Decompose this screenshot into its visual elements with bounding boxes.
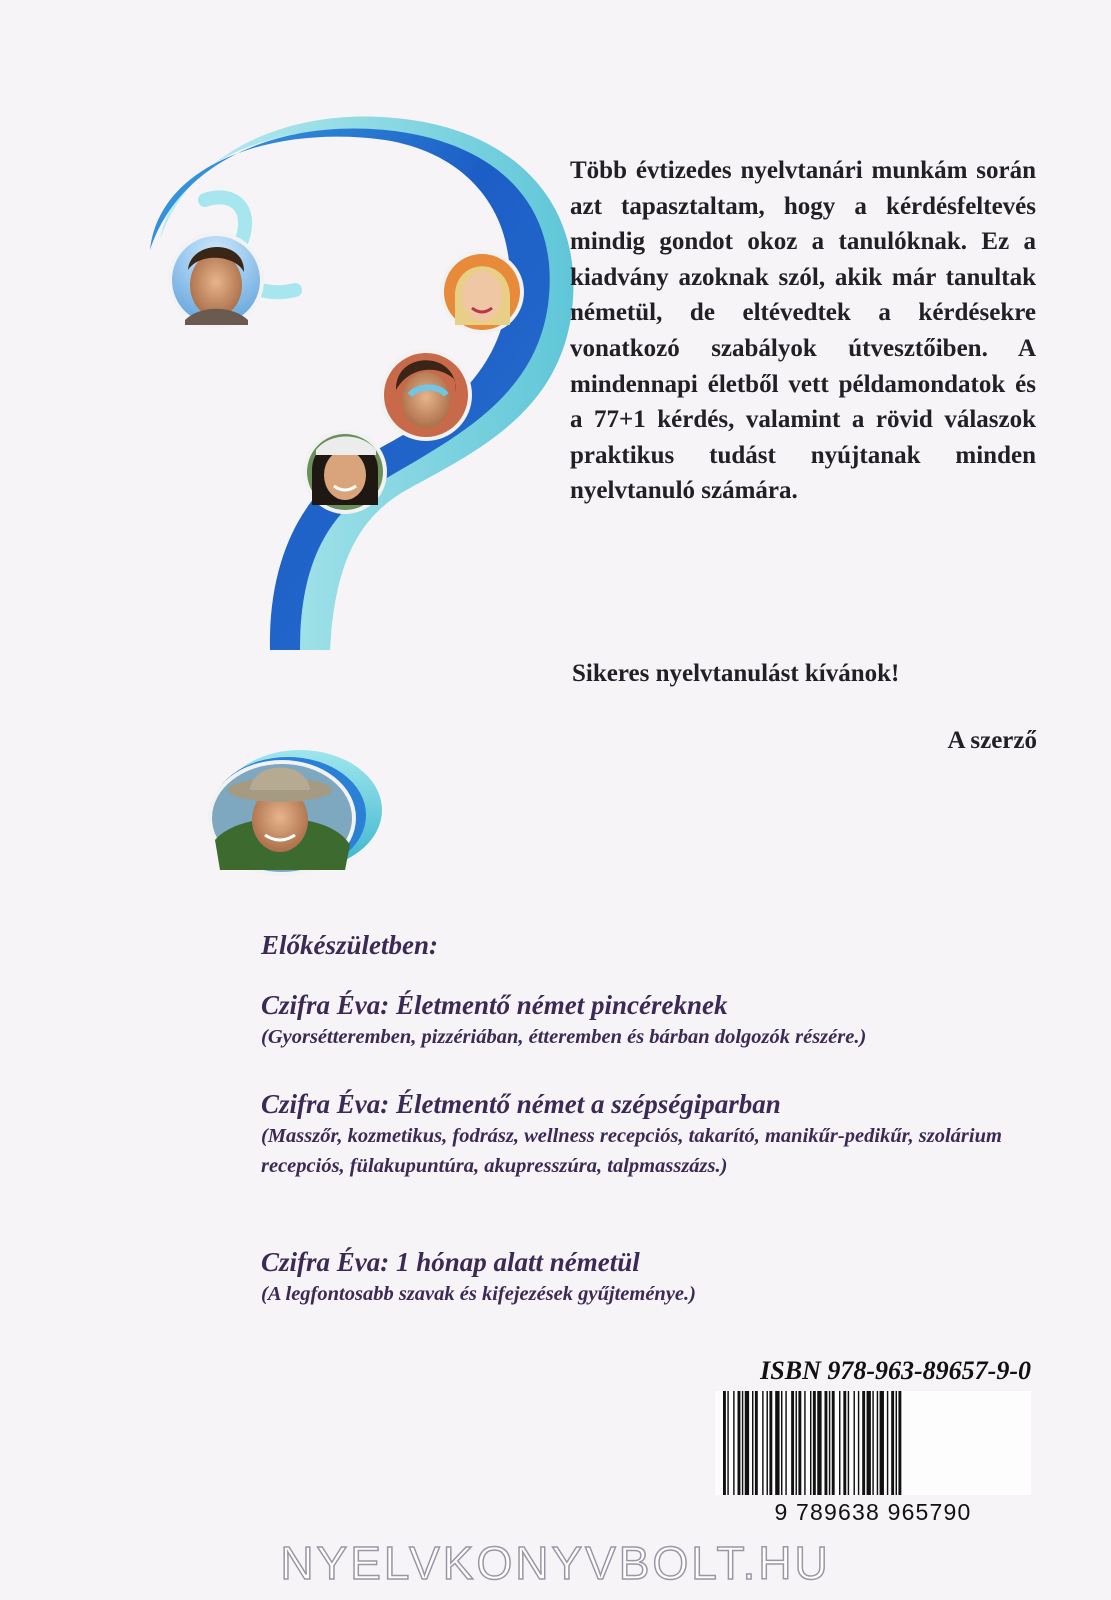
barcode-bar	[839, 1391, 840, 1495]
forthcoming-heading: Előkészületben:	[261, 930, 439, 960]
barcode-bar	[767, 1391, 768, 1495]
smiling-woman-portrait	[303, 430, 387, 514]
barcode-bar	[810, 1391, 811, 1495]
barcode-bar	[872, 1391, 873, 1495]
barcode-bar	[745, 1391, 749, 1495]
isbn-barcode	[715, 1391, 1031, 1525]
man-in-hat-portrait	[208, 760, 356, 876]
blonde-woman-portrait	[440, 250, 524, 334]
book-description: (Masszőr, kozmetikus, fodrász, wellness recepciós, takarító, manikűr-pedikűr, szolárium recepciós, fülakupuntúra, akupresszúra, talpmasszázs.)	[261, 1125, 1002, 1177]
barcode-bar	[785, 1391, 786, 1495]
barcode-bar	[813, 1391, 816, 1495]
isbn-label: ISBN 978-963-89657-9-0	[760, 1356, 1031, 1385]
book-title: Czifra Éva: 1 hónap alatt németül	[261, 1247, 640, 1277]
barcode-bar	[858, 1391, 859, 1495]
barcode-bar	[769, 1391, 772, 1495]
barcode-bar	[896, 1391, 897, 1495]
barcode-bar	[733, 1391, 734, 1495]
barcode-bar	[755, 1391, 758, 1495]
barcode-bar	[752, 1391, 753, 1495]
barcode-bar	[727, 1391, 728, 1495]
barcode-bar	[891, 1391, 894, 1495]
young-man-portrait	[168, 232, 264, 328]
barcode-bar	[791, 1391, 794, 1495]
barcode-bar	[880, 1391, 884, 1495]
book-description: (Gyorsétteremben, pizzériában, étteremben és bárban dolgozók részére.)	[261, 1026, 867, 1048]
barcode-bar	[829, 1391, 830, 1495]
barcode-bar	[775, 1391, 779, 1495]
barcode-bar	[867, 1391, 871, 1495]
barcode-bar	[848, 1391, 849, 1495]
barcode-digits: 9 789638 965790	[774, 1499, 972, 1525]
barcode-bar	[832, 1391, 835, 1495]
forthcoming-book	[261, 1245, 1061, 1309]
barcode-bars	[723, 1391, 1023, 1495]
barcode-bar	[798, 1391, 801, 1495]
barcode-bar	[742, 1391, 743, 1495]
barcode-bar	[843, 1391, 846, 1495]
barcode-bar	[762, 1391, 763, 1495]
barcode-bar	[854, 1391, 855, 1495]
barcode-bar	[723, 1391, 726, 1495]
barcode-bar	[804, 1391, 805, 1495]
barcode-bar	[877, 1391, 878, 1495]
author-signature: A szerző	[947, 727, 1037, 754]
girl-face-paint-portrait	[380, 349, 472, 441]
barcode-bar	[796, 1391, 797, 1495]
back-cover-blurb: Több évtizedes nyelvtanári munkám során azt tapasztaltam, hogy a kérdésfeltevés mindig gondot okoz a tanulóknak. Ez a kiadvány azoknak szól, akik már tanultak németül, de eltévedtek a kérdésekre vonatkozó szabályok útvesztőiben. A mindennapi életből vett példamondatok és a 77+1 kérdés, valamint a rövid válaszok praktikus tudást nyújtanak minden nyelvtanuló számára.	[570, 157, 1036, 505]
closing-wish: Sikeres nyelvtanulást kívánok!	[572, 660, 900, 687]
book-description: (A legfontosabb szavak és kifejezések gyűjteménye.)	[261, 1283, 696, 1305]
barcode-bar	[738, 1391, 741, 1495]
book-title: Czifra Éva: Életmentő német a szépségiparban	[261, 1089, 781, 1119]
forthcoming-book	[261, 1087, 1061, 1181]
barcode-bar	[825, 1391, 828, 1495]
site-watermark: NYELVKONYVBOLT.HU	[280, 1537, 831, 1589]
forthcoming-book	[261, 988, 1061, 1052]
barcode-bar	[817, 1391, 821, 1495]
barcode-bar	[887, 1391, 888, 1495]
barcode-bar	[862, 1391, 865, 1495]
barcode-bar	[781, 1391, 782, 1495]
barcode-bar	[898, 1391, 901, 1495]
book-title: Czifra Éva: Életmentő német pincéreknek	[261, 990, 728, 1020]
